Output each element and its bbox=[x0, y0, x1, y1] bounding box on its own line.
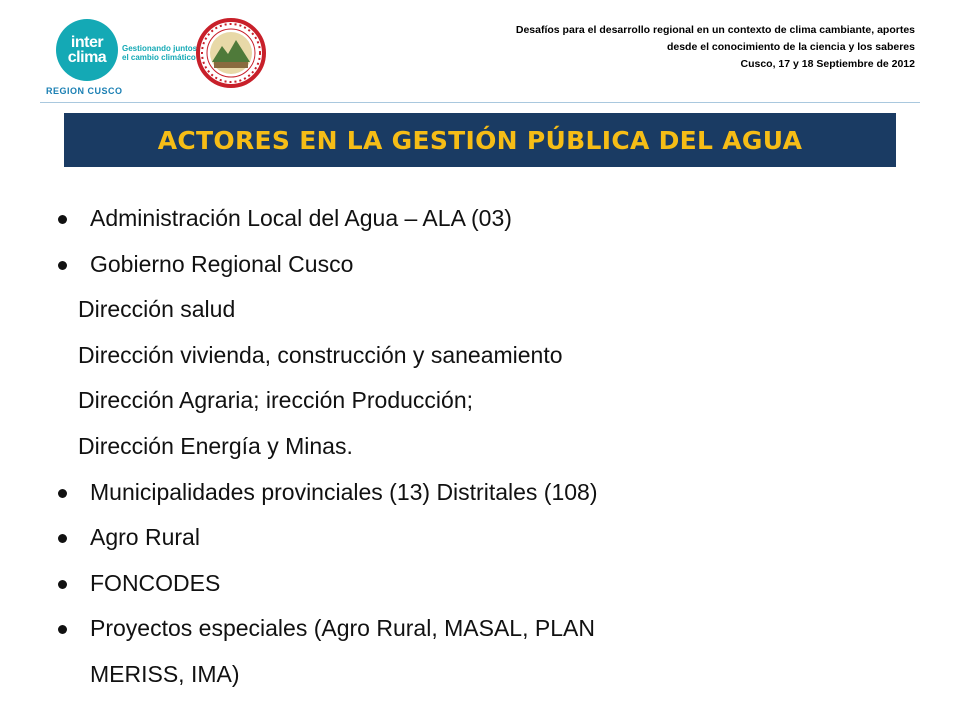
gobierno-regional-seal-icon bbox=[196, 18, 266, 88]
list-item-continuation bbox=[52, 652, 932, 698]
list-item-text: Gobierno Regional Cusco bbox=[90, 250, 354, 277]
sub-list-item bbox=[52, 424, 932, 470]
title-banner bbox=[64, 113, 896, 167]
list-item-text: Administración Local del Agua – ALA (03) bbox=[90, 205, 512, 231]
list-item-text: Municipalidades provinciales (13) Distritales (108) bbox=[90, 478, 598, 505]
list-item bbox=[52, 196, 932, 242]
sub-list-item bbox=[52, 378, 932, 424]
interclima-logo bbox=[56, 19, 118, 81]
bullet-icon bbox=[58, 625, 67, 634]
event-info-line-2: desde el conocimiento de la ciencia y los saberes bbox=[666, 41, 915, 53]
list-item bbox=[52, 515, 932, 561]
list-item-text: Dirección vivienda, construcción y saneamiento bbox=[78, 341, 563, 368]
sub-list-item bbox=[52, 287, 932, 333]
page-title: ACTORES EN LA GESTIÓN PÚBLICA DEL AGUA bbox=[157, 125, 803, 155]
bullet-icon bbox=[58, 261, 67, 270]
actors-list bbox=[52, 196, 932, 698]
list-item-text: Dirección Energía y Minas. bbox=[78, 432, 353, 459]
region-label: REGION CUSCO bbox=[46, 86, 123, 96]
bullet-icon bbox=[58, 580, 67, 589]
list-item-text: MERISS, IMA) bbox=[90, 660, 240, 687]
logo-tagline-line-2: el cambio climático bbox=[122, 53, 196, 62]
list-item-text: FONCODES bbox=[90, 569, 221, 596]
list-item-text: Agro Rural bbox=[90, 524, 200, 551]
list-item bbox=[52, 606, 932, 652]
bullet-icon bbox=[58, 215, 67, 224]
list-item bbox=[52, 561, 932, 607]
list-item-text: Dirección salud bbox=[78, 296, 236, 323]
logo-top-text: inter bbox=[70, 34, 104, 51]
event-info bbox=[355, 22, 915, 73]
list-item-text: Dirección Agraria; irección Producción; bbox=[78, 387, 474, 414]
list-item bbox=[52, 470, 932, 516]
bullet-icon bbox=[58, 489, 67, 498]
header-divider bbox=[40, 102, 920, 103]
logo-bottom-text: clima bbox=[67, 49, 107, 66]
event-info-line-1: Desafíos para el desarrollo regional en un contexto de clima cambiante, aportes bbox=[515, 24, 915, 36]
logo-tagline-line-1: Gestionando juntos bbox=[122, 44, 198, 53]
list-item-text: Proyectos especiales (Agro Rural, MASAL, PLAN bbox=[90, 615, 595, 642]
bullet-icon bbox=[58, 534, 67, 543]
event-info-line-3: Cusco, 17 y 18 Septiembre de 2012 bbox=[740, 58, 915, 70]
list-item bbox=[52, 242, 932, 288]
sub-list-item bbox=[52, 333, 932, 379]
